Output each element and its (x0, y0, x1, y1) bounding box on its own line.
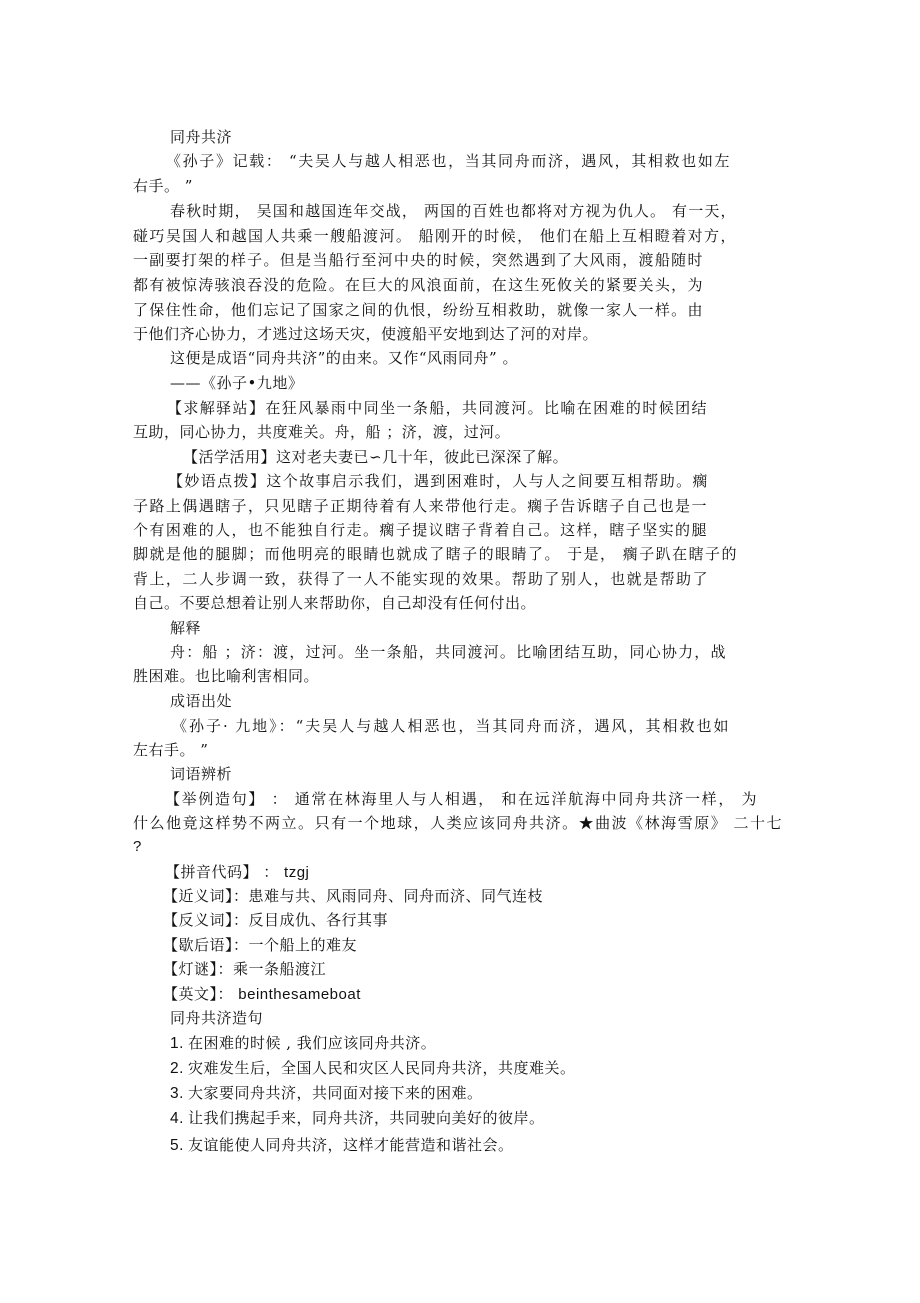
example-line: 什么他竟这样势不两立。只有一个地球，人类应该同舟共济。★曲波《林海雪原》 二十七 (133, 814, 782, 832)
synonyms: 【近义词】：患难与共、风雨同舟、同舟而济、同气连枝 (163, 887, 544, 905)
huoxue-line: 【活学活用】这对老夫妻已∽几十年，彼此已深深了解。 (183, 448, 569, 466)
sentence-text: 友谊能使人同舟共济，这样才能营造和谐社会。 (187, 1136, 514, 1154)
intro-quote-line: 《孙子》记载： “夫吴人与越人相恶也，当其同舟而济，遇风，其相救也如左 (166, 152, 730, 170)
chuchu-line: 左右手。 ” (133, 741, 209, 759)
chuchu-line: 《孙子· 九地》：“夫吴人与越人相恶也，当其同舟而济，遇风，其相救也如 (172, 717, 729, 735)
miaoyu-line: 背上，二人步调一致，获得了一人不能实现的效果。帮助了别人，也就是帮助了 (133, 570, 708, 588)
sentence-text: 灾难发生后，全国人民和灾区人民同舟共济，共度难关。 (187, 1059, 576, 1077)
pinyin-value: tzgj (284, 864, 310, 881)
story-line: 春秋时期， 吴国和越国连年交战， 两国的百姓也都将对方视为仇人。 有一天， (170, 202, 736, 220)
cihui-heading: 词语辨析 (170, 765, 233, 783)
sentence-number: 2. (170, 1060, 184, 1077)
sentence-text: 大家要同舟共济，共同面对接下来的困难。 (187, 1084, 483, 1102)
story-line: 一副要打架的样子。但是当船行至河中央的时候，突然遇到了大风雨，渡船随时 (133, 251, 703, 269)
qiujie-line: 【求解驿站】在狂风暴雨中同坐一条船，共同渡河。比喻在困难的时候团结 (167, 399, 707, 417)
sentence-item (170, 1031, 436, 1055)
miaoyu-line: 个有困难的人，也不能独自行走。瘸子提议瞎子背着自己。这样，瞎子坚实的腿 (133, 521, 707, 539)
sentence-number: 5. (170, 1137, 184, 1154)
pinyin-label: 【拼音代码】 ： (165, 863, 285, 881)
example-line: 【举例造句】 ： 通常在林海里人与人相遇， 和在远洋航海中同舟共济一样， 为 (165, 790, 757, 808)
sentence-text: 在困难的时候 , 我们应该同舟共济。 (187, 1034, 437, 1052)
miaoyu-line: 脚就是他的腿脚；而他明亮的眼睛也就成了瞎子的眼睛了。 于是， 瘸子趴在瞎子的 (133, 545, 737, 563)
sentence-number: 3. (170, 1085, 184, 1102)
chuchu-heading: 成语出处 (170, 692, 233, 710)
explanation-line: 舟：船 ；济：渡，过河。坐一条船，共同渡河。比喻团结互助，同心协力，战 (170, 643, 726, 661)
intro-quote-line: 右手。 ” (133, 177, 193, 195)
english-value: beinthesameboat (238, 986, 361, 1003)
sentence-number: 4. (170, 1110, 184, 1127)
xiehouyu: 【歇后语】：一个船上的难友 (163, 936, 358, 954)
example-line: ? (133, 838, 142, 855)
pinyin-code (165, 860, 309, 884)
english-label: 【英文】： (163, 985, 239, 1003)
miaoyu-line: 自己。不要总想着让别人来帮助你，自己却没有任何付出。 (133, 594, 537, 612)
antonyms: 【反义词】：反目成仇、各行其事 (163, 911, 389, 929)
dengmi: 【灯谜】：乘一条船渡江 (163, 960, 327, 978)
sentence-text: 让我们携起手来，同舟共济，共同驶向美好的彼岸。 (187, 1109, 545, 1127)
sentences-heading: 同舟共济造句 (170, 1009, 264, 1027)
document-title: 同舟共济 (170, 128, 233, 146)
english-translation (163, 982, 361, 1006)
sentence-item (170, 1133, 513, 1157)
miaoyu-line: 【妙语点拨】这个故事启示我们，遇到困难时，人与人之间要互相帮助。瘸 (168, 472, 708, 490)
sentence-item (170, 1106, 544, 1130)
origin-note: 这便是成语“同舟共济”的由来。又作“风雨同舟” 。 (170, 349, 518, 367)
sentence-item (170, 1081, 482, 1105)
miaoyu-line: 子路上偶遇瞎子，只见瞎子正期待着有人来带他行走。瘸子告诉瞎子自己也是一 (133, 497, 707, 515)
story-line: 于他们齐心协力，才逃过这场天灾，使渡船平安地到达了河的对岸。 (133, 325, 599, 343)
explanation-heading: 解释 (170, 619, 202, 637)
qiujie-line: 互助，同心协力，共度难关。舟，船 ；济，渡，过河。 (133, 423, 511, 441)
sentence-number: 1. (170, 1035, 184, 1052)
source-citation: ——《孙子•九地》 (170, 374, 304, 392)
explanation-line: 胜困难。也比喻利害相同。 (133, 667, 320, 685)
story-line: 了保住性命，他们忘记了国家之间的仇恨，纷纷互相救助，就像一家人一样。由 (133, 301, 703, 319)
sentence-item (170, 1056, 575, 1080)
story-line: 碰巧吴国人和越国人共乘一艘船渡河。 船刚开的时候， 他们在船上互相瞪着对方， (133, 227, 736, 245)
story-line: 都有被惊涛骇浪吞没的危险。在巨大的风浪面前，在这生死攸关的紧要关头，为 (133, 276, 703, 294)
